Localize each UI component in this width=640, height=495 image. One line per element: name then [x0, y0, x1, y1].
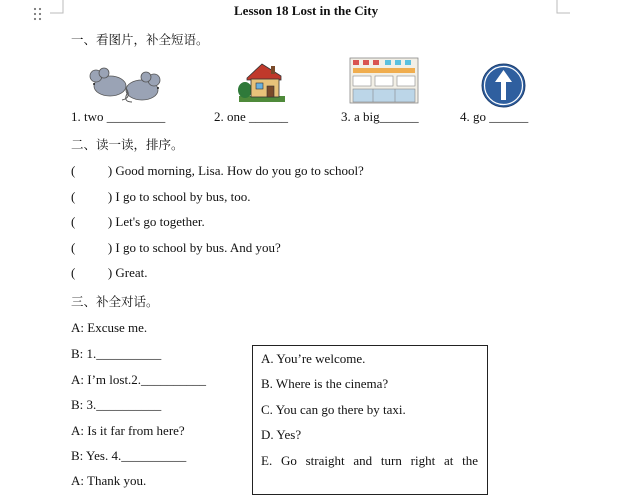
ordering-line: ( ) I go to school by bus. And you?: [71, 240, 281, 255]
answer-option: B. Where is the cinema?: [261, 376, 389, 391]
dialogue-line: B: 1.__________: [71, 346, 162, 361]
up-arrow-sign-icon: [481, 63, 526, 108]
page-title: Lesson 18 Lost in the City: [234, 3, 379, 18]
answer-option: A. You’re welcome.: [261, 351, 366, 366]
answer-option: D. Yes?: [261, 427, 302, 442]
dialogue-line: A: Is it far from here?: [71, 423, 185, 438]
phrase-item-1: 1. two _________: [71, 109, 166, 124]
mice-icon: [88, 64, 168, 104]
phrase-item-4: 4. go ______: [460, 109, 529, 124]
dialogue-line: A: Excuse me.: [71, 320, 148, 335]
dialogue-line: A: Thank you.: [71, 473, 147, 488]
dialogue-line: B: Yes. 4.__________: [71, 448, 187, 463]
phrase-item-3: 3. a big______: [341, 109, 419, 124]
house-icon: [237, 58, 287, 104]
ordering-line: ( ) Great.: [71, 265, 148, 280]
dialogue-line: A: I’m lost.2.__________: [71, 372, 207, 387]
drag-handle-icon[interactable]: [33, 7, 43, 21]
dialogue-line: B: 3.__________: [71, 397, 162, 412]
answer-option: C. You can go there by taxi.: [261, 402, 406, 417]
phrase-item-2: 2. one ______: [214, 109, 289, 124]
answer-option: E. Go straight and turn right at the: [261, 453, 478, 468]
ordering-line: ( ) Good morning, Lisa. How do you go to school?: [71, 163, 364, 178]
section1-heading: 一、看图片，补全短语。: [71, 32, 209, 47]
margin-corner-left: [50, 0, 64, 16]
answer-options-box: [252, 345, 488, 495]
section3-heading: 三、补全对话。: [71, 294, 159, 309]
margin-corner-right: [556, 0, 570, 16]
ordering-line: ( ) Let's go together.: [71, 214, 205, 229]
ordering-line: ( ) I go to school by bus, too.: [71, 189, 251, 204]
section2-heading: 二、读一读，排序。: [71, 137, 184, 152]
supermarket-icon: [349, 54, 419, 104]
